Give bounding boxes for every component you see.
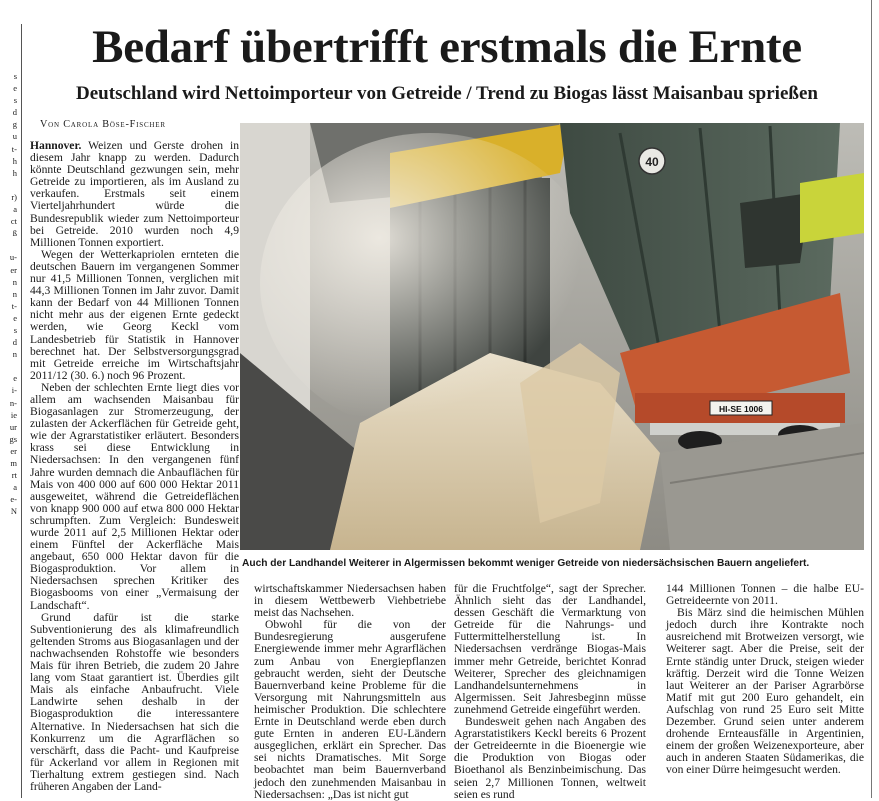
edge-fragment: e- (10, 494, 17, 505)
article-column-1 (30, 140, 239, 793)
paragraph-text: für die Fruchtfolge“, sagt der Sprecher. Ähnlich sieht das der Landhandel, dessen Geschäft die Vermarktung von Getreide für die Nahrungs- und Futtermittelherstellung ist. In Niedersachsen verdränge Biogas-Mais immer mehr Getreide, berichtet Konrad Weiterer, Sprecher des gleichnamigen Landhandelsunternehmens in Algermissen. Seit Jahresbeginn müsse zunehmend Getreide eingeführt werden. (454, 582, 646, 716)
edge-fragment: ß (12, 228, 17, 239)
adjacent-article-edge-fragments (0, 70, 17, 517)
edge-fragment: a (13, 482, 17, 493)
article-paragraph (454, 583, 646, 716)
trailer-number: 40 (645, 155, 659, 169)
edge-fragment (0, 360, 17, 372)
edge-fragment: e (13, 83, 17, 94)
column-rule-left (21, 24, 22, 798)
edge-fragment: gs (9, 433, 17, 444)
edge-fragment: ct (10, 216, 17, 227)
edge-fragment: N (10, 506, 17, 517)
grain-unloading-illustration (240, 123, 864, 550)
article-paragraph (30, 140, 239, 249)
article-paragraph (30, 382, 239, 612)
edge-fragment: t- (11, 300, 17, 311)
edge-fragment (0, 179, 17, 191)
dateline-city: Hannover. (30, 139, 82, 152)
edge-fragment: u- (9, 252, 17, 263)
edge-fragment: t- (11, 143, 17, 154)
edge-fragment: ur (9, 421, 17, 432)
edge-fragment: n (12, 349, 17, 360)
edge-fragment: h (12, 167, 17, 178)
article-paragraph (254, 583, 446, 619)
article-headline: Bedarf übertrifft erstmals die Ernte (92, 21, 802, 73)
edge-fragment: n (12, 276, 17, 287)
article-paragraph (254, 619, 446, 800)
edge-fragment: a (13, 204, 17, 215)
byline-text: Von Carola Böse-Fischer (40, 119, 166, 130)
edge-fragment (0, 239, 17, 251)
photo-caption: Auch der Landhandel Weiterer in Algermissen bekommt weniger Getreide von niedersächsischen Bauern angeliefert. (242, 558, 810, 569)
edge-fragment: ie (10, 409, 17, 420)
edge-fragment: r) (11, 191, 17, 202)
edge-fragment: d (12, 337, 17, 348)
paragraph-text: 144 Millionen Tonnen – die halbe EU-Getreideernte von 2011. (666, 582, 864, 608)
edge-fragment: m (10, 458, 17, 468)
paragraph-text: Wegen der Wetterkapriolen ernteten die deutschen Bauern im vergangenen Sommer nur 41,5 Millionen Tonnen, verglichen mit 44,3 Millionen Tonnen im Jahr zuvor. Damit kann der Bedarf von 44 Millionen Tonnen nicht mehr aus der eigenen Ernte gedeckt werden, wie Georg Keckl vom Landesbetrieb für Statistik in Hannover berechnet hat. Der Selbstversorgungsgrad mit Getreide erreiche im Wirtschaftsjahr 2011/12 (30. 6.) noch 96 Prozent. (30, 247, 239, 382)
edge-fragment: s (13, 71, 17, 81)
edge-fragment: n (12, 288, 17, 299)
edge-fragment: d (12, 107, 17, 118)
column-rule-right (871, 0, 872, 798)
article-column-2 (254, 583, 446, 801)
edge-fragment: er (10, 264, 17, 275)
edge-fragment: g (12, 119, 17, 130)
edge-fragment: i- (11, 385, 17, 396)
article-subheadline: Deutschland wird Nettoimporteur von Getreide / Trend zu Biogas lässt Maisanbau sprießen (76, 83, 818, 104)
paragraph-text: Grund dafür ist die starke Subventionierung des als klimafreundlich geltenden Stroms aus Biogasanlagen und der nachwachsenden Rohstoffe wie besonders Mais für ihren Betrieb, die zudem 20 Jahre lang vom Staat garantiert ist. Überdies gilt Mais als einfache Anbaufrucht. Viele Landwirte sehen deshalb in der Biogasproduktion die interessantere Alternative. In Niedersachsen hat sich die Konkurrenz um die Agrarflächen so verschärft, dass die Pacht- und Kaufpreise für Ackerland vor allem in Regionen mit Tierhaltung extrem gestiegen sind. Nach früheren Angaben der Land- (30, 610, 239, 793)
edge-fragment: s (13, 324, 17, 335)
edge-fragment: n- (9, 397, 17, 408)
article-column-4 (666, 583, 864, 777)
paragraph-text: Neben der schlechten Ernte liegt dies vor allem am wachsenden Maisanbau für Biogasanlagen zur Stromerzeugung, der zulasten der Ackerflächen für Getreide geht, wie der Agrarstatistiker erläutert. Besonders krass sei diese Entwicklung in Niedersachsen: In den vergangenen fünf Jahre wurden demnach die Anbauflächen für Mais von 400 000 auf 600 000 Hektar 2011 ausgeweitet, während die Getreideflächen von knapp 900 000 auf etwa 800 000 Hektar schrumpften. Zum Vergleich: Bundesweit wurde 2011 auf 2,5 Millionen Hektar oder einem Fünftel der Ackerfläche Mais angebaut, 650 000 Hektar davon für die Biogasproduktion. Vor allem in Niedersachsen sprechen Kritiker des Biogasbooms von einer „Vermaisung der Landschaft“. (30, 380, 239, 612)
article-paragraph (30, 249, 239, 382)
paragraph-text: Bundesweit gehen nach Angaben des Agrarstatistikers Keckl bereits 6 Prozent der Getreideernte in die Bioenergie wie die Produktion von Biogas oder Bioethanol als Benzinbeimischung. Das seien 2,7 Millionen Tonnen, weltweit seien es rund (454, 715, 646, 801)
paragraph-text: Obwohl für die von der Bundesregierung ausgerufene Energiewende immer mehr Agrarflächen zum Anbau von Energiepflanzen gebraucht werden, sieht der Deutsche Bauernverband keine Probleme für die Versorgung mit Nahrungsmitteln aus heimischer Produktion. Die schlechtere Ernte in Deutschland werde eben durch gute Ernten in anderen EU-Ländern ausgeglichen, erklärt ein Sprecher. Das sei nichts Dramatisches. Mit Sorge beobachtet man beim Bauernverband jedoch den zunehmenden Maisanbau in Niedersachsen: „Das ist nicht gut (254, 618, 446, 801)
edge-fragment: e (13, 312, 17, 323)
edge-fragment: s (13, 95, 17, 106)
article-paragraph (666, 583, 864, 607)
article-paragraph (666, 607, 864, 776)
paragraph-text: wirtschaftskammer Niedersachsen haben in diesem Wettbewerb Viehbetriebe meist das Nachsehen. (254, 582, 446, 620)
edge-fragment: u (12, 131, 17, 142)
edge-fragment: er (10, 445, 17, 456)
byline (40, 119, 238, 130)
article-photo (240, 123, 864, 550)
edge-fragment: e (13, 373, 17, 384)
paragraph-text: Bis März sind die heimischen Mühlen jedoch durch ihre Kontrakte noch ausreichend mit Brotweizen versorgt, wie Weiterer sagt. Aber die Preise, seit der Ernte ständig unter Druck, steigen wieder kräftig. Derzeit wird die Tonne Weizen laut Weiterer an der Pariser Agrarbörse Matif mit gut 200 Euro gehandelt, ein Aufschlag von rund 25 Euro seit Mitte Dezember. Grund seien unter anderem drohende Ernteausfälle in Argentinien, einem der großen Weizenexporteure, aber auch in anderen Staaten Südamerikas, die von einer Dürre heimgesucht werden. (666, 606, 864, 777)
article-paragraph (454, 716, 646, 801)
paragraph-text: Weizen und Gerste drohen in diesem Jahr knapp zu werden. Dadurch könnte Deutschland gezwungen sein, mehr Getreide zu importieren, als im Ausland zu verkaufen. Erstmals seit einem Vierteljahrhundert würde die Bundesrepublik wieder zum Nettoimporteur bei Getreide. 2010 wurden noch 4,9 Millionen Tonnen exportiert. (30, 139, 239, 249)
license-plate: HI-SE 1006 (719, 404, 763, 414)
article-paragraph (30, 612, 239, 793)
edge-fragment: rt (11, 470, 17, 481)
edge-fragment: h (12, 155, 17, 166)
article-column-3 (454, 583, 646, 801)
